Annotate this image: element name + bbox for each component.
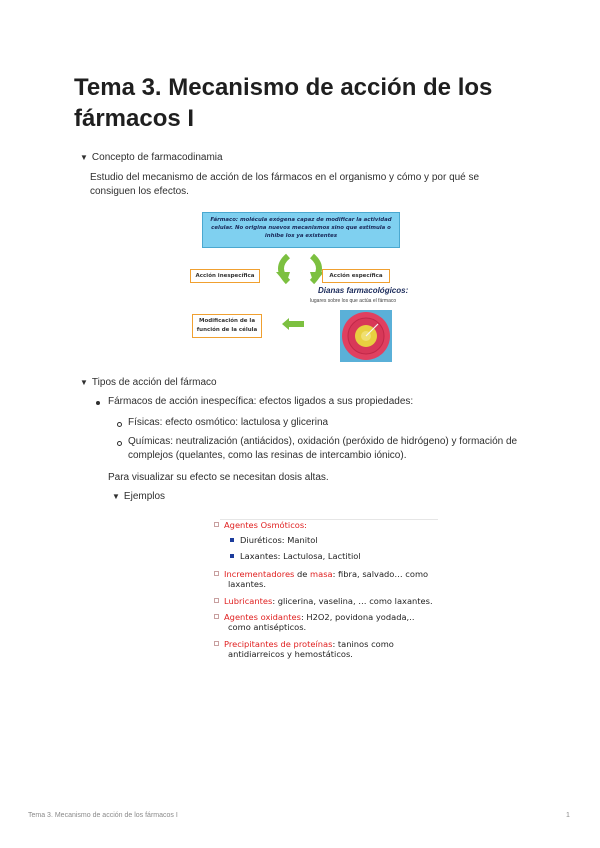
diagram-especifica-box: Acción específica — [322, 269, 390, 283]
diagram-dianas-subtitle: lugares sobre los que actúa el fármaco — [310, 298, 397, 304]
bullet-inespecifica: Fármacos de acción inespecífica: efectos ligados a sus propiedades: — [108, 396, 414, 407]
diagram-inespecifica-box: Acción inespecífica — [190, 269, 260, 283]
bullet-icon — [96, 401, 100, 405]
example-incrementadores: Incrementadores de masa: fibra, salvado… como laxantes. — [214, 569, 428, 589]
toggle-tipos[interactable] — [80, 377, 217, 388]
diagram-dianas-title: Dianas farmacológicos: — [318, 286, 409, 295]
example-lubricantes: Lubricantes: glicerina, vaselina, … como laxantes. — [214, 596, 433, 606]
toggle-triangle-icon[interactable]: ▼ — [80, 152, 88, 162]
example-precipitantes: Precipitantes de proteínas: taninos como antidiarreicos y hemostáticos. — [214, 639, 394, 659]
example-laxantes: Laxantes: Lactulosa, Lactitiol — [230, 551, 361, 561]
example-diureticos: Diuréticos: Manitol — [230, 535, 318, 545]
target-icon — [340, 310, 392, 362]
toggle-ejemplos[interactable] — [112, 491, 165, 502]
diagram-farmaco-box: Fármaco: molécula exógena capaz de modificar la actividad celular. No origina nuevos mecanismos sino que estimula o inhibe los ya existentes — [202, 212, 400, 248]
target-image — [340, 310, 392, 362]
diagram-modificacion-box: Modificación de la función de la célula — [192, 314, 262, 338]
paragraph-definition: Estudio del mecanismo de acción de los fármacos en el organismo y cómo y por qué se consiguen los efectos. — [90, 172, 480, 197]
example-osmoticos: Agentes Osmóticos: — [214, 520, 307, 530]
page-title: Tema 3. Mecanismo de acción de los fármacos I — [74, 74, 493, 132]
left-arrow-icon — [282, 318, 304, 330]
sub-bullet-quimicas: Químicas: neutralización (antiácidos), oxidación (peróxido de hidrógeno) y formación de complejos (quelantes, como las resinas de intercambio iónico). — [128, 436, 518, 461]
curved-arrows-icon — [270, 252, 330, 286]
toggle-triangle-icon[interactable]: ▼ — [112, 491, 120, 501]
toggle-label: Tipos de acción del fármaco — [91, 377, 217, 388]
toggle-concepto[interactable] — [80, 152, 223, 163]
example-oxidantes: Agentes oxidantes: H2O2, povidona yodada,.. como antisépticos. — [214, 612, 414, 632]
pharmacology-diagram — [190, 212, 420, 364]
sub-bullet-fisicas: Físicas: efecto osmótico: lactulosa y glicerina — [128, 417, 329, 428]
sub-bullet-icon — [117, 441, 122, 446]
dosis-note: Para visualizar su efecto se necesitan dosis altas. — [108, 472, 329, 483]
toggle-label: Concepto de farmacodinamia — [91, 152, 223, 163]
toggle-label: Ejemplos — [123, 491, 166, 502]
toggle-triangle-icon[interactable]: ▼ — [80, 377, 88, 387]
examples-image — [214, 515, 444, 665]
sub-bullet-icon — [117, 422, 122, 427]
footer-title: Tema 3. Mecanismo de acción de los fármacos I — [28, 812, 178, 819]
footer-page-number: 1 — [566, 812, 570, 819]
